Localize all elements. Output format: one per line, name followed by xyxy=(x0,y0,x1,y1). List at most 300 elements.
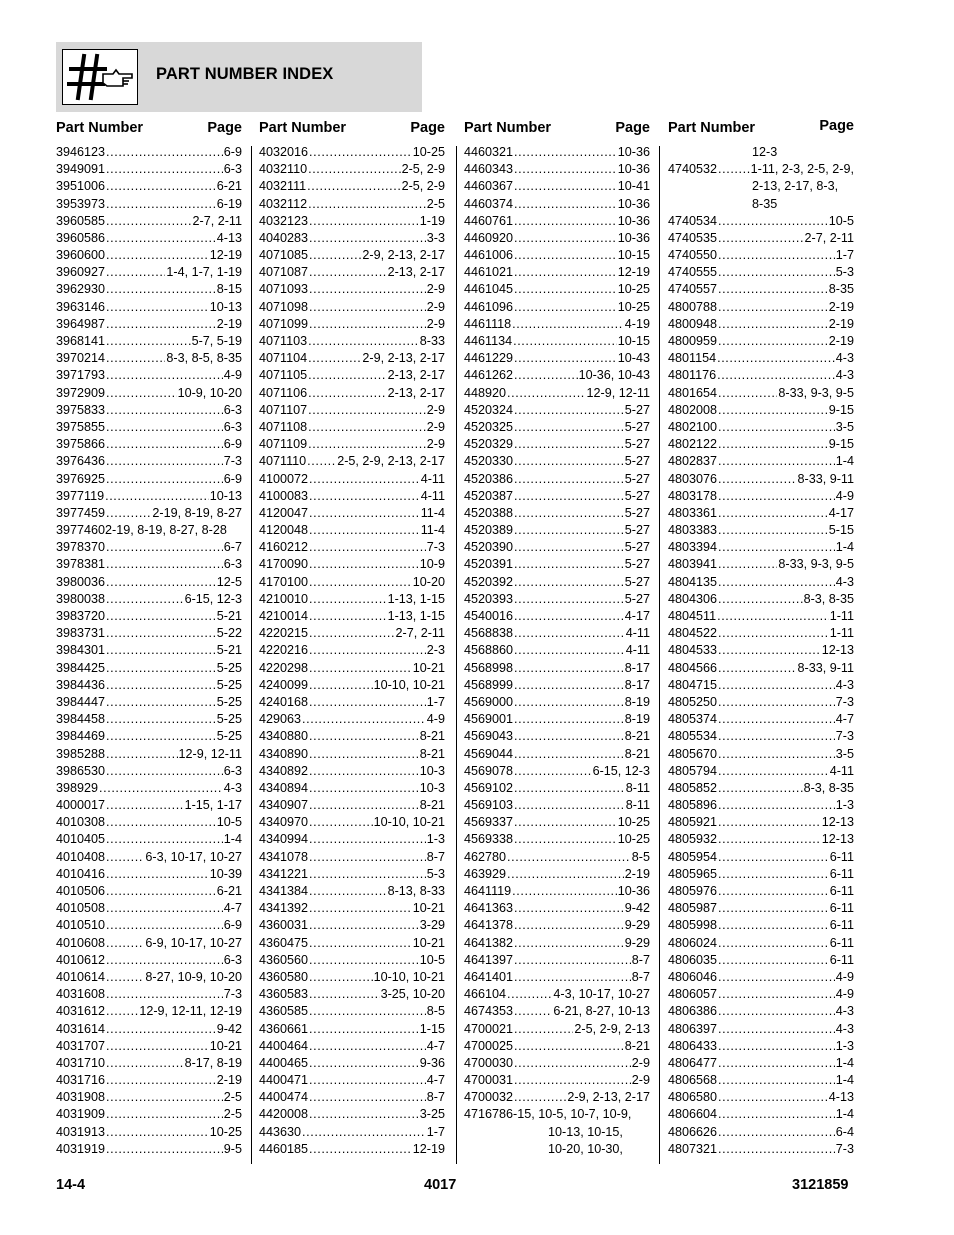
part-number: 4031909 xyxy=(56,1107,106,1122)
index-row xyxy=(464,178,650,195)
page-ref: 10-10, 10-21 xyxy=(373,677,445,692)
page-ref: 5-27 xyxy=(624,454,650,469)
dot-leader xyxy=(718,264,835,281)
index-row xyxy=(259,1072,445,1089)
index-row xyxy=(464,728,650,745)
index-row xyxy=(56,1141,242,1158)
index-row xyxy=(259,625,445,642)
index-row xyxy=(464,969,650,986)
page-ref: 2-9 xyxy=(426,402,445,417)
index-row xyxy=(259,402,445,419)
page-ref: 10-21 xyxy=(412,935,445,950)
index-row xyxy=(259,780,445,797)
page-ref: 6-11 xyxy=(829,935,854,950)
part-number: 4641119 xyxy=(464,884,512,899)
index-row xyxy=(464,849,650,866)
page-ref: 2-19 xyxy=(216,1073,242,1088)
page-ref: 2-5 xyxy=(223,1107,242,1122)
index-row xyxy=(56,642,242,659)
dot-leader xyxy=(106,333,191,350)
part-number: 4240099 xyxy=(259,677,309,692)
part-number: 4806626 xyxy=(668,1124,718,1139)
part-number: 4032110 xyxy=(259,162,308,177)
part-number: 4071099 xyxy=(259,316,309,331)
index-row xyxy=(259,1124,445,1141)
part-number: 4040283 xyxy=(259,230,309,245)
dot-leader xyxy=(106,952,223,969)
page-ref: 2-9 xyxy=(631,1073,650,1088)
page-ref: 5-3 xyxy=(835,265,854,280)
page-ref: 1-11 xyxy=(829,609,854,624)
index-row xyxy=(56,986,242,1003)
index-row xyxy=(56,282,242,299)
page-ref: 6-3 xyxy=(223,419,242,434)
page-ref: 8-7 xyxy=(631,952,650,967)
index-row xyxy=(668,1003,854,1020)
page-ref: 10-5 xyxy=(419,952,445,967)
index-row xyxy=(464,1089,650,1106)
dot-leader xyxy=(514,1089,566,1106)
index-row xyxy=(259,1107,445,1124)
index-column xyxy=(259,120,445,1158)
part-number: 3949091 xyxy=(56,162,106,177)
part-number: 4800788 xyxy=(668,299,718,314)
index-row xyxy=(259,557,445,574)
dot-leader xyxy=(718,385,777,402)
page-ref: 10-5 xyxy=(216,815,242,830)
index-row xyxy=(259,935,445,952)
page-ref: 6-11 xyxy=(829,884,854,899)
index-row xyxy=(464,694,650,711)
page-ref: 4-19 xyxy=(624,316,650,331)
index-row xyxy=(259,986,445,1003)
dot-leader xyxy=(514,247,617,264)
dot-leader xyxy=(514,419,624,436)
page-ref: 10-36 xyxy=(617,230,650,245)
page-ref: 1-7 xyxy=(835,248,854,263)
page-ref: 10-9 xyxy=(419,557,445,572)
part-number: 3986530 xyxy=(56,763,106,778)
index-row xyxy=(668,539,854,556)
page-ref: 8-33, 9-3, 9-5 xyxy=(778,557,854,572)
page-ref-continuation: 10-13, 10-15, xyxy=(548,1124,623,1139)
index-row xyxy=(259,728,445,745)
part-number: 4032112 xyxy=(259,196,308,211)
page-ref: 8-21 xyxy=(624,729,650,744)
page-ref: 6-19 xyxy=(216,196,242,211)
page-ref: 8-21 xyxy=(624,1038,650,1053)
page-ref: 10-10, 10-21 xyxy=(373,815,445,830)
part-number: 4210014 xyxy=(259,609,309,624)
dot-leader xyxy=(302,711,426,728)
dot-leader xyxy=(106,574,216,591)
dot-leader xyxy=(718,1038,835,1055)
part-number: 4160212 xyxy=(259,540,309,555)
index-row xyxy=(464,763,650,780)
index-row xyxy=(668,333,854,350)
page-ref: 10-25 xyxy=(617,815,650,830)
dot-leader xyxy=(106,642,216,659)
dot-leader xyxy=(99,780,223,797)
part-number: 4700032 xyxy=(464,1090,514,1105)
part-number: 4220215 xyxy=(259,626,309,641)
index-row xyxy=(56,488,242,505)
dot-leader xyxy=(514,831,617,848)
dot-leader xyxy=(718,831,821,848)
part-number: 4010308 xyxy=(56,815,106,830)
dot-leader xyxy=(308,385,386,402)
dot-leader xyxy=(106,935,144,952)
page-ref: 10-21 xyxy=(412,660,445,675)
page-ref: 2-5, 2-9, 2-13 xyxy=(574,1021,650,1036)
part-number: 3972909 xyxy=(56,385,106,400)
page-ref: 2-9 xyxy=(426,437,445,452)
column-divider xyxy=(456,146,457,1164)
index-row xyxy=(464,213,650,230)
index-row xyxy=(668,505,854,522)
index-row xyxy=(464,488,650,505)
part-number: 4569338 xyxy=(464,832,514,847)
part-number: 4010508 xyxy=(56,901,106,916)
dot-leader xyxy=(718,1089,828,1106)
part-number: 466104 xyxy=(464,987,507,1002)
index-row xyxy=(668,299,854,316)
dot-leader xyxy=(718,574,835,591)
page-ref: 6-9 xyxy=(223,918,242,933)
index-row xyxy=(464,900,650,917)
page-ref: 2-9, 2-13, 2-17 xyxy=(362,248,445,263)
part-number: 4804511 xyxy=(668,609,717,624)
index-row xyxy=(668,367,854,384)
page-ref: 1-4 xyxy=(835,454,854,469)
dot-leader xyxy=(106,900,223,917)
index-row xyxy=(56,728,242,745)
dot-leader xyxy=(718,625,829,642)
part-number-header: Part Number xyxy=(464,120,552,136)
part-number: 4802100 xyxy=(668,419,718,434)
part-number: 4340907 xyxy=(259,798,309,813)
index-row xyxy=(668,642,854,659)
dot-leader xyxy=(514,642,625,659)
part-number: 4071110 xyxy=(259,454,307,469)
part-number: 4170100 xyxy=(259,574,309,589)
page-ref: 12-13 xyxy=(821,643,854,658)
part-number: 3964987 xyxy=(56,316,106,331)
part-number: 4340994 xyxy=(259,832,309,847)
dot-leader xyxy=(106,883,216,900)
page-ref: 9-42 xyxy=(624,901,650,916)
part-number: 4807321 xyxy=(668,1141,718,1156)
part-number: 4674353 xyxy=(464,1004,514,1019)
dot-leader xyxy=(718,522,828,539)
page-ref: 9-42 xyxy=(216,1021,242,1036)
index-row xyxy=(259,1038,445,1055)
part-number: 3984447 xyxy=(56,694,106,709)
page-ref: 5-25 xyxy=(216,712,242,727)
part-number: 4804715 xyxy=(668,677,718,692)
part-number: 4805998 xyxy=(668,918,718,933)
part-number: 4805921 xyxy=(668,815,718,830)
part-number: 4740555 xyxy=(668,265,718,280)
part-number: 4071104 xyxy=(259,351,308,366)
dot-leader xyxy=(514,797,625,814)
dot-leader xyxy=(106,986,223,1003)
index-row xyxy=(56,333,242,350)
page-ref: 8-11 xyxy=(625,798,650,813)
part-number: 4400464 xyxy=(259,1038,309,1053)
index-row xyxy=(668,316,854,333)
index-row xyxy=(56,539,242,556)
index-row xyxy=(464,832,650,849)
dot-leader xyxy=(308,367,386,384)
dot-leader xyxy=(718,488,835,505)
dot-leader xyxy=(105,488,209,505)
part-number: 4071085 xyxy=(259,248,309,263)
page-ref: 1-4 xyxy=(835,1107,854,1122)
dot-leader xyxy=(106,264,165,281)
dot-leader xyxy=(309,1021,419,1038)
dot-leader xyxy=(514,281,617,298)
page-ref: 6-9 xyxy=(223,144,242,159)
page-ref: 2-9 xyxy=(426,316,445,331)
page-ref: 8-33 xyxy=(419,334,445,349)
part-number-header: Part Number xyxy=(668,120,756,136)
part-number: 4460343 xyxy=(464,162,514,177)
part-number: 4461229 xyxy=(464,351,514,366)
index-row xyxy=(464,1021,650,1038)
dot-leader xyxy=(106,797,184,814)
part-number: 4400465 xyxy=(259,1055,309,1070)
dot-leader xyxy=(309,677,373,694)
dot-leader xyxy=(514,436,624,453)
part-number: 4031716 xyxy=(56,1073,106,1088)
part-number: 4806580 xyxy=(668,1090,718,1105)
part-number: 3960927 xyxy=(56,265,106,280)
page-ref: 6-9, 10-17, 10-27 xyxy=(145,935,242,950)
part-number: 4800948 xyxy=(668,316,718,331)
dot-leader xyxy=(309,969,373,986)
index-row xyxy=(668,625,854,642)
part-number: 4568998 xyxy=(464,660,514,675)
page-ref: 12-13 xyxy=(821,832,854,847)
dot-leader xyxy=(309,1003,426,1020)
dot-leader xyxy=(309,935,412,952)
index-row xyxy=(668,986,854,1003)
dot-leader xyxy=(514,505,624,522)
part-number: 4120047 xyxy=(259,505,309,520)
part-number: 4071108 xyxy=(259,419,308,434)
page-ref: 4-3 xyxy=(835,351,854,366)
page-ref: 11-4 xyxy=(420,523,445,538)
index-row xyxy=(56,316,242,333)
part-number: 3978370 xyxy=(56,540,106,555)
part-number: 4340890 xyxy=(259,746,309,761)
page-ref: 1-11 xyxy=(829,626,854,641)
dot-leader xyxy=(106,608,216,625)
part-number: 4568999 xyxy=(464,677,514,692)
part-number: 3971793 xyxy=(56,368,106,383)
part-number: 3976436 xyxy=(56,454,106,469)
page-ref: 6-9 xyxy=(223,471,242,486)
page-header: Page xyxy=(207,120,242,136)
page-header: Page xyxy=(819,118,854,134)
part-number: 4520388 xyxy=(464,505,514,520)
page-ref: 9-29 xyxy=(624,935,650,950)
part-number: 4031908 xyxy=(56,1090,106,1105)
part-number: 4220298 xyxy=(259,660,309,675)
part-number: 3968141 xyxy=(56,334,106,349)
page-ref: 6-21, 8-27, 10-13 xyxy=(553,1004,650,1019)
dot-leader xyxy=(309,230,426,247)
index-row xyxy=(56,453,242,470)
page-header: Page xyxy=(615,120,650,136)
dot-leader xyxy=(309,814,373,831)
page-ref: 7-3 xyxy=(223,454,242,469)
index-row xyxy=(56,247,242,264)
part-number: 4805250 xyxy=(668,694,718,709)
index-row xyxy=(259,608,445,625)
part-number: 4032016 xyxy=(259,144,309,159)
page-ref: 6-11 xyxy=(829,849,854,864)
index-row xyxy=(56,1003,242,1020)
page-ref: 2-5, 2-9 xyxy=(401,179,445,194)
dot-leader xyxy=(106,831,223,848)
page-ref: 8-3, 8-35 xyxy=(803,591,854,606)
index-row xyxy=(464,591,650,608)
page-ref: 4-7 xyxy=(223,901,242,916)
index-row xyxy=(464,522,650,539)
part-number: 4520392 xyxy=(464,574,514,589)
page-ref: 2-13, 2-17 xyxy=(387,368,445,383)
page-ref: 1-4 xyxy=(223,832,242,847)
dot-leader xyxy=(514,1072,631,1089)
part-number: 4360585 xyxy=(259,1004,309,1019)
index-column xyxy=(668,120,854,1158)
index-row xyxy=(56,711,242,728)
index-row xyxy=(259,505,445,522)
dot-leader xyxy=(309,608,387,625)
part-number: 4806433 xyxy=(668,1038,718,1053)
page-ref: 7-3 xyxy=(223,987,242,1002)
dot-leader xyxy=(106,849,144,866)
part-number: 4806024 xyxy=(668,935,718,950)
part-number: 4341078 xyxy=(259,849,309,864)
part-number: 4804135 xyxy=(668,574,718,589)
part-number: 429063 xyxy=(259,712,302,727)
index-row xyxy=(56,1038,242,1055)
index-row xyxy=(668,419,854,436)
dot-leader xyxy=(106,1141,223,1158)
part-number: 3975833 xyxy=(56,402,106,417)
part-number: 4569044 xyxy=(464,746,514,761)
page-ref: 10-25 xyxy=(209,1124,242,1139)
dot-leader xyxy=(106,1038,209,1055)
dot-leader xyxy=(507,385,585,402)
page-ref: 3-5 xyxy=(835,419,854,434)
page-ref: 2-5 xyxy=(223,1090,242,1105)
part-number: 4569043 xyxy=(464,729,514,744)
dot-leader xyxy=(514,488,624,505)
dot-leader xyxy=(514,728,624,745)
index-row xyxy=(259,213,445,230)
index-row xyxy=(56,608,242,625)
dot-leader xyxy=(718,213,828,230)
part-number: 4805932 xyxy=(668,832,718,847)
index-row xyxy=(56,299,242,316)
part-number: 4420008 xyxy=(259,1107,309,1122)
index-row xyxy=(464,471,650,488)
dot-leader xyxy=(718,866,829,883)
dot-leader xyxy=(106,1055,184,1072)
dot-leader xyxy=(309,488,420,505)
page-ref: 1-15, 1-17 xyxy=(184,798,242,813)
part-number: 4803361 xyxy=(668,505,718,520)
part-number: 4803178 xyxy=(668,488,718,503)
index-row xyxy=(56,832,242,849)
index-row xyxy=(259,419,445,436)
page-ref: 10-5 xyxy=(828,213,854,228)
page-ref: 1-7 xyxy=(426,1124,445,1139)
part-number: 4000017 xyxy=(56,798,106,813)
part-number: 4340970 xyxy=(259,815,309,830)
part-number: 4700030 xyxy=(464,1055,514,1070)
index-row xyxy=(56,196,242,213)
part-number: 4400474 xyxy=(259,1090,309,1105)
index-row xyxy=(56,1055,242,1072)
dot-leader xyxy=(309,1055,419,1072)
index-row xyxy=(259,574,445,591)
page-ref: 3-25 xyxy=(419,1107,445,1122)
part-number: 4461096 xyxy=(464,299,514,314)
dot-leader xyxy=(309,849,426,866)
index-row xyxy=(668,385,854,402)
page-ref: 12-19 xyxy=(412,1141,445,1156)
index-row xyxy=(259,196,445,213)
page-ref: 1-3 xyxy=(835,1038,854,1053)
dot-leader xyxy=(718,556,777,573)
dot-leader xyxy=(309,1089,426,1106)
index-row xyxy=(259,436,445,453)
part-number: 463929 xyxy=(464,866,507,881)
page-ref: 8-19 xyxy=(624,694,650,709)
index-row xyxy=(259,385,445,402)
dot-leader xyxy=(718,419,835,436)
part-number: 4569001 xyxy=(464,712,514,727)
dot-leader xyxy=(309,797,419,814)
dot-leader xyxy=(718,161,750,178)
page-ref: 6-11 xyxy=(829,866,854,881)
page-ref: 6-15, 12-3 xyxy=(592,763,650,778)
dot-leader xyxy=(106,402,223,419)
page-ref: 6-7 xyxy=(223,540,242,555)
index-row xyxy=(259,677,445,694)
dot-leader xyxy=(106,299,209,316)
page-ref: 8-7 xyxy=(426,849,445,864)
page-ref: 4-3 xyxy=(835,574,854,589)
page-ref: 5-25 xyxy=(216,729,242,744)
dot-leader xyxy=(514,161,617,178)
part-number: 3960585 xyxy=(56,213,106,228)
part-number: 4461262 xyxy=(464,368,514,383)
page-ref: 5-21 xyxy=(216,643,242,658)
page-ref: 12-9, 12-11, 12-19 xyxy=(139,1004,242,1019)
index-row xyxy=(259,144,445,161)
dot-leader xyxy=(718,746,835,763)
dot-leader xyxy=(514,969,631,986)
dot-leader xyxy=(106,728,216,745)
dot-leader xyxy=(106,350,165,367)
part-number: 4740532 xyxy=(668,162,718,177)
